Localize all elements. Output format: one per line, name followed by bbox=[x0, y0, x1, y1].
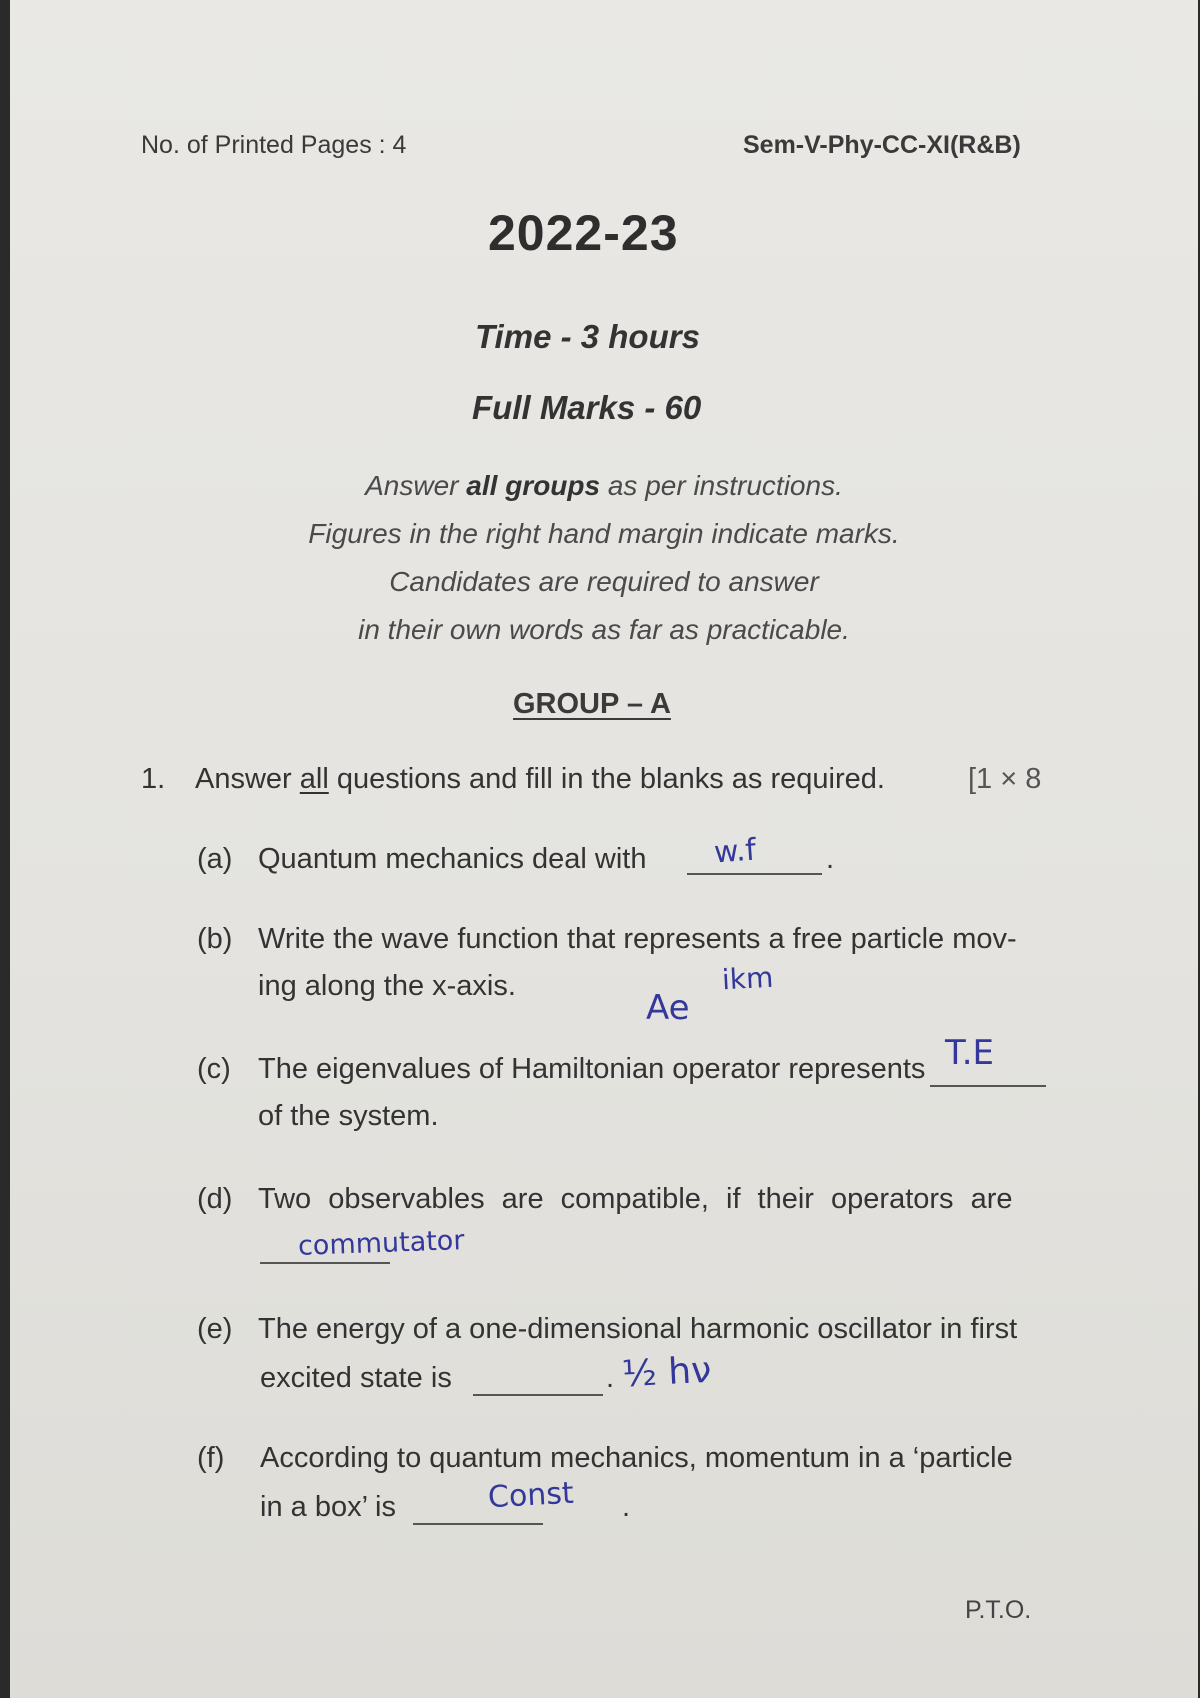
question-text-part: Answer bbox=[195, 763, 300, 795]
instruction-line-3: Candidates are required to answer bbox=[389, 566, 819, 597]
part-label-a: (a) bbox=[197, 843, 233, 875]
exam-paper bbox=[10, 0, 1198, 1698]
part-b-line1: Write the wave function that represents a free particle mov- bbox=[258, 923, 1017, 955]
part-f-line1: According to quantum mechanics, momentum in a ‘particle bbox=[260, 1442, 1013, 1474]
part-a-end: . bbox=[826, 843, 835, 875]
part-a-text: Quantum mechanics deal with bbox=[258, 843, 647, 875]
handwritten-answer-a: w.f bbox=[712, 832, 758, 871]
handwritten-answer-d: commutator bbox=[297, 1225, 465, 1262]
handwritten-answer-f: Const bbox=[487, 1475, 575, 1516]
question-underlined: all bbox=[299, 763, 329, 795]
session-year: 2022-23 bbox=[488, 205, 679, 261]
part-e-line2: excited state is bbox=[260, 1362, 452, 1394]
instruction-bold: all groups bbox=[466, 470, 601, 501]
part-c-line2: of the system. bbox=[258, 1100, 439, 1132]
part-label-e: (e) bbox=[197, 1313, 233, 1345]
part-f-line2: in a box’ is bbox=[260, 1491, 396, 1523]
handwritten-answer-c: T.E bbox=[945, 1033, 995, 1073]
question-text bbox=[195, 763, 885, 796]
paper-code: Sem-V-Phy-CC-XI(R&B) bbox=[743, 131, 1021, 159]
part-f-end: . bbox=[622, 1491, 631, 1523]
group-heading: GROUP – A bbox=[513, 688, 671, 720]
handwritten-answer-b-exponent: ikm bbox=[721, 960, 775, 997]
part-label-b: (b) bbox=[197, 923, 233, 955]
exam-time: Time - 3 hours bbox=[475, 318, 700, 355]
part-b-line2: ing along the x-axis. bbox=[258, 970, 516, 1002]
handwritten-answer-e: ½ hν bbox=[620, 1349, 713, 1396]
question-text-part: questions and fill in the blanks as required. bbox=[328, 763, 885, 795]
printed-pages: No. of Printed Pages : 4 bbox=[141, 131, 407, 159]
part-label-c: (c) bbox=[197, 1053, 231, 1085]
full-marks: Full Marks - 60 bbox=[472, 389, 702, 426]
part-label-f: (f) bbox=[197, 1442, 225, 1474]
part-d-line1: Two observables are compatible, if their operators are bbox=[258, 1183, 1013, 1215]
instruction-line-4: in their own words as far as practicable. bbox=[358, 614, 850, 645]
instruction-line-2: Figures in the right hand margin indicate marks. bbox=[308, 518, 900, 549]
instruction-text: Answer bbox=[365, 470, 467, 501]
part-label-d: (d) bbox=[197, 1183, 233, 1215]
part-e-end: . bbox=[606, 1362, 615, 1394]
pto-footer: P.T.O. bbox=[965, 1596, 1032, 1624]
handwritten-answer-b-base: Ae bbox=[646, 988, 690, 1028]
blank-e bbox=[473, 1362, 603, 1396]
part-c-line1: The eigenvalues of Hamiltonian operator represents bbox=[258, 1053, 926, 1085]
part-e-line1: The energy of a one-dimensional harmonic oscillator in first bbox=[258, 1313, 1018, 1345]
instruction-line-1 bbox=[10, 470, 1198, 502]
question-number: 1. bbox=[141, 763, 166, 795]
instruction-text: as per instructions. bbox=[600, 470, 843, 501]
question-marks: [1 × 8 bbox=[968, 763, 1042, 795]
